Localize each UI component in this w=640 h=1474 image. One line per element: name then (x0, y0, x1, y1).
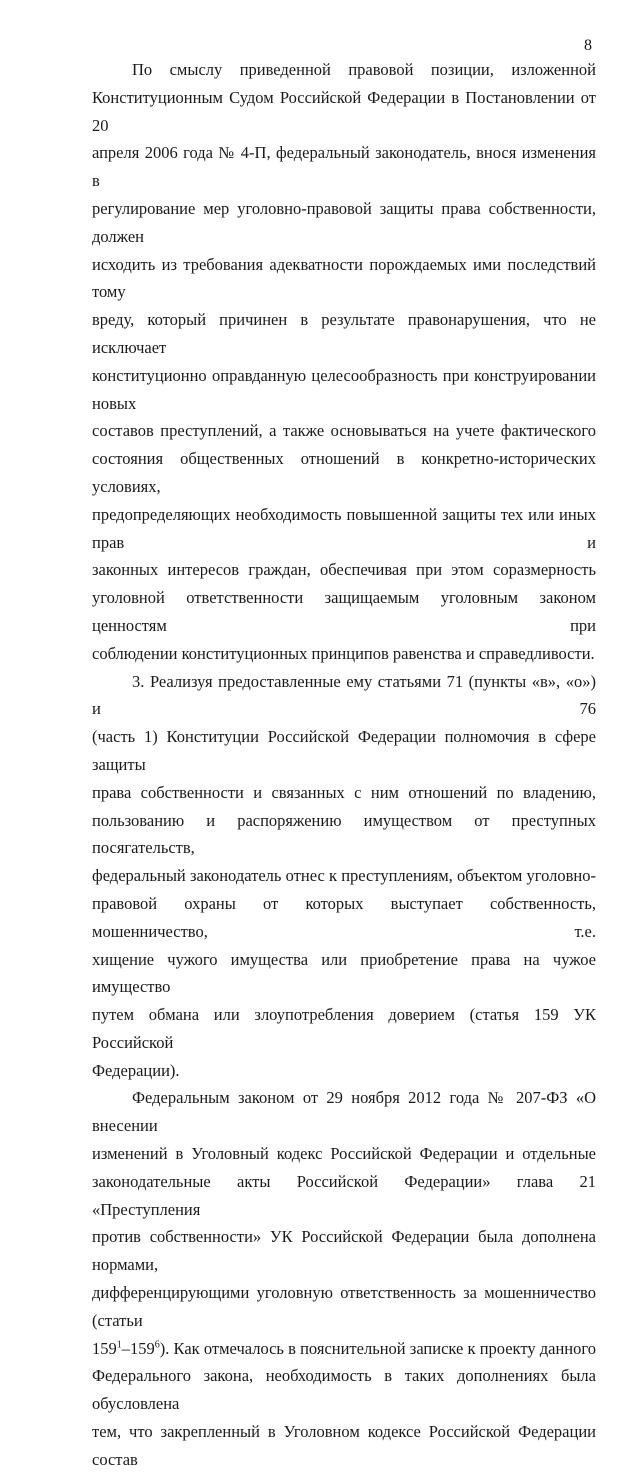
text-line: Федерального закона, необходимость в таких дополнениях была обусловлена (92, 1366, 596, 1414)
paragraph-2 (92, 668, 596, 1085)
text-line: 3. Реализуя предоставленные ему статьями 71 (пункты «в», «о») и 76 (92, 671, 596, 719)
paragraph-3 (92, 1084, 596, 1473)
text-line: По смыслу приведенной правовой позиции, изложенной (132, 60, 596, 79)
article-number: 159 (130, 1338, 155, 1358)
text-line: (часть 1) Конституции Российской Федерации полномочия в сфере защиты (92, 727, 596, 774)
text-line: состояния общественных отношений в конкретно-исторических условиях, (92, 449, 596, 496)
text-line: вреду, который причинен в результате правонарушения, что не исключает (92, 310, 596, 357)
text-line: хищение чужого имущества или приобретение права на чужое имущество (92, 949, 596, 997)
range-dash: – (121, 1338, 130, 1358)
text-line: соблюдении конституционных принципов равенства и справедливости. (92, 643, 595, 663)
text-line: Конституционным Судом Российской Федерации в Постановлении от 20 (92, 87, 596, 135)
text-line: пользованию и распоряжению имуществом от преступных посягательств, (92, 810, 596, 858)
paragraph-1 (92, 56, 596, 668)
text-line: апреля 2006 года № 4-П, федеральный законодатель, внося изменения в (92, 143, 596, 191)
text-line: правовой охраны от которых выступает собственность, мошенничество, т.е. (92, 893, 596, 941)
text-line: против собственности» УК Российской Федерации была дополнена нормами, (92, 1227, 596, 1275)
body-text (92, 56, 596, 1474)
page-number: 8 (584, 37, 592, 54)
text-line (92, 1335, 596, 1363)
text-line: предопределяющих необходимость повышенной защиты тех или иных прав и (92, 504, 596, 552)
text-line: уголовной ответственности защищаемым уголовным законом ценностям при (92, 588, 596, 635)
text-line: конституционно оправданную целесообразность при конструировании новых (92, 365, 596, 413)
superscript: 6 (154, 1339, 160, 1351)
text-line: Федерации). (92, 1060, 180, 1080)
text-line: регулирование мер уголовно-правовой защиты права собственности, должен (92, 198, 596, 246)
text-line: Федеральным законом от 29 ноября 2012 года № 207-ФЗ «О внесении (92, 1088, 596, 1136)
article-number: 159 (92, 1338, 117, 1358)
text-line: законодательные акты Российской Федерации» глава 21 «Преступления (92, 1171, 596, 1219)
superscript: 1 (116, 1339, 122, 1351)
text-line: путем обмана или злоупотребления доверием (статья 159 УК Российской (92, 1005, 596, 1052)
text-line: изменений в Уголовный кодекс Российской Федерации и отдельные (92, 1144, 596, 1164)
text-line: составов преступлений, а также основываться на учете фактического (92, 421, 596, 441)
line-remainder: ). Как отмечалось в пояснительной записке к проекту данного (159, 1338, 596, 1358)
text-line: тем, что закрепленный в Уголовном кодексе Российской Федерации состав (92, 1422, 596, 1469)
text-line: дифференцирующими уголовную ответственность за мошенничество (статьи (92, 1283, 596, 1330)
text-line: федеральный законодатель отнес к преступлениям, объектом уголовно- (92, 866, 596, 886)
text-line: законных интересов граждан, обеспечивая при этом соразмерность (92, 560, 596, 580)
text-line: права собственности и связанных с ним отношений по владению, (92, 782, 596, 802)
text-line: исходить из требования адекватности порождаемых ими последствий тому (92, 254, 596, 302)
